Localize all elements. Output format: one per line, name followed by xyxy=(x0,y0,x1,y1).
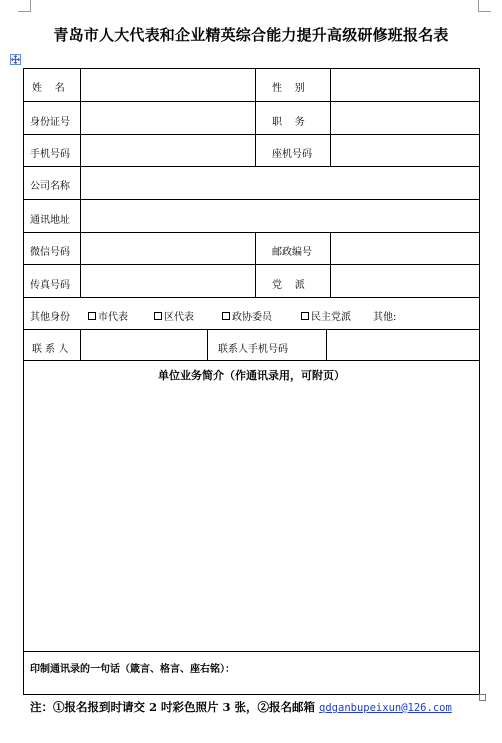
landline-field[interactable] xyxy=(330,135,480,166)
fax-label: 传真号码 xyxy=(30,280,70,291)
postcode-label: 邮政编号 xyxy=(272,247,312,258)
page-corner-mark-right xyxy=(478,0,491,12)
contact-person-field[interactable] xyxy=(80,330,207,360)
id-number-label: 身份证号 xyxy=(30,117,70,128)
identity-option-city-rep[interactable]: 市代表 xyxy=(88,312,128,324)
business-intro-field[interactable] xyxy=(23,387,480,649)
wechat-field[interactable] xyxy=(80,233,255,264)
gender-field[interactable] xyxy=(330,68,480,101)
position-label: 职 务 xyxy=(272,117,305,128)
registration-email-link[interactable]: qdganbupeixun@126.com xyxy=(319,702,452,714)
identity-option-cppcc-member[interactable]: 政协委员 xyxy=(222,312,272,324)
form-title: 青岛市人大代表和企业精英综合能力提升高级研修班报名表 xyxy=(53,26,449,44)
checkbox-icon xyxy=(88,312,96,320)
table-row xyxy=(23,101,480,134)
motto-section xyxy=(23,651,480,695)
postcode-field[interactable] xyxy=(330,233,480,264)
table-row xyxy=(23,199,480,232)
address-label: 通讯地址 xyxy=(30,215,70,226)
page-corner-mark-left xyxy=(18,0,31,12)
fax-field[interactable] xyxy=(80,265,255,297)
table-row xyxy=(23,134,480,166)
table-row xyxy=(23,264,480,297)
table-row xyxy=(23,329,480,360)
table-row xyxy=(23,232,480,264)
business-intro-section xyxy=(23,360,480,651)
checkbox-icon xyxy=(154,312,162,320)
contact-mobile-label: 联系人手机号码 xyxy=(218,344,288,355)
mobile-field[interactable] xyxy=(80,135,255,166)
table-row xyxy=(23,166,480,199)
wechat-label: 微信号码 xyxy=(30,247,70,258)
mobile-label: 手机号码 xyxy=(30,149,70,160)
table-move-handle-icon[interactable] xyxy=(10,54,21,65)
registration-form-table xyxy=(23,68,480,695)
motto-field[interactable] xyxy=(23,674,480,694)
address-field[interactable] xyxy=(80,200,480,232)
contact-mobile-field[interactable] xyxy=(326,330,480,360)
identity-option-district-rep[interactable]: 区代表 xyxy=(154,312,194,324)
name-field[interactable] xyxy=(80,68,255,101)
checkbox-icon xyxy=(301,312,309,320)
motto-label: 印制通讯录的一句话（箴言、格言、座右铭）： xyxy=(30,664,235,675)
footer-note xyxy=(30,699,452,715)
checkbox-icon xyxy=(222,312,230,320)
company-field[interactable] xyxy=(80,167,480,199)
contact-person-label: 联 系 人 xyxy=(32,344,69,355)
other-identity-label: 其他身份 xyxy=(30,312,70,323)
identity-option-democratic-party[interactable]: 民主党派 xyxy=(301,312,351,324)
id-number-field[interactable] xyxy=(80,102,255,134)
identity-option-other[interactable]: 其他: xyxy=(373,312,397,323)
table-resize-handle[interactable] xyxy=(479,694,486,701)
business-intro-title: 单位业务简介（作通讯录用，可附页） xyxy=(158,369,345,382)
company-label: 公司名称 xyxy=(30,181,70,192)
table-row xyxy=(23,297,480,329)
party-field[interactable] xyxy=(330,265,480,297)
party-label: 党 派 xyxy=(272,280,305,291)
table-row xyxy=(23,68,480,101)
position-field[interactable] xyxy=(330,102,480,134)
name-label: 姓 名 xyxy=(32,83,65,94)
footer-note-text: 注：①报名报到时请交 2 吋彩色照片 3 张，②报名邮箱 xyxy=(30,700,320,714)
gender-label: 性 别 xyxy=(272,83,305,94)
landline-label: 座机号码 xyxy=(272,149,312,160)
